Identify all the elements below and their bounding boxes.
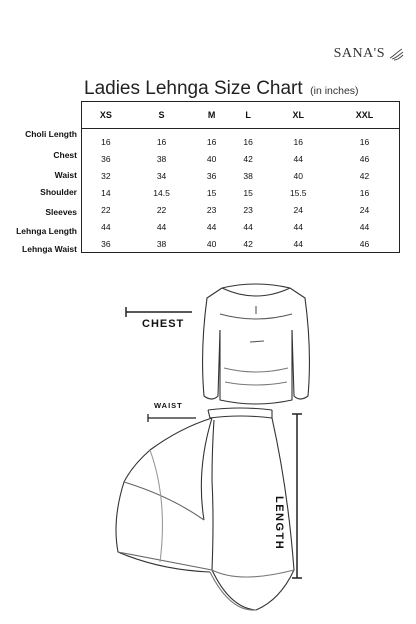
table-row [82, 201, 400, 218]
size-table [81, 101, 400, 253]
table-cell: 34 [156, 170, 167, 181]
size-header-s: S [130, 102, 194, 129]
size-header-xs: XS [82, 102, 130, 129]
size-header-xxl: XXL [330, 102, 399, 129]
row-label-shoulder: Shoulder [40, 187, 77, 197]
table-row [82, 218, 400, 235]
chest-label: CHEST [142, 318, 185, 330]
row-label-lehnga-length: Lehnga Length [16, 226, 77, 236]
table-row [82, 129, 400, 151]
table-cell: 36 [101, 238, 111, 249]
size-header-xl: XL [266, 102, 330, 129]
table-row [82, 167, 400, 184]
table-cell: 15.5 [289, 187, 307, 198]
table-cell: 40 [206, 153, 217, 164]
table-cell: 16 [243, 136, 253, 147]
table-cell: 42 [243, 153, 253, 164]
table-cell: 24 [359, 204, 370, 215]
table-cell: 16 [359, 136, 370, 147]
table-row [82, 184, 400, 201]
chart-title-unit: (in inches) [310, 85, 359, 97]
waist-label: WAIST [154, 401, 183, 410]
table-cell: 42 [359, 170, 370, 181]
table-cell: 22 [101, 204, 111, 215]
table-cell: 44 [101, 221, 111, 232]
row-label-chest: Chest [53, 150, 77, 160]
row-label-waist: Waist [54, 170, 77, 180]
length-measure [273, 414, 302, 578]
table-cell: 38 [156, 153, 167, 164]
table-cell: 44 [206, 221, 217, 232]
table-cell: 24 [293, 204, 303, 215]
table-cell: 15 [206, 187, 217, 198]
table-cell: 38 [156, 238, 167, 249]
choli-sketch [203, 284, 310, 404]
table-cell: 42 [243, 238, 253, 249]
chest-measure [126, 307, 192, 330]
table-cell: 16 [206, 136, 217, 147]
table-cell: 36 [101, 153, 111, 164]
table-cell: 22 [156, 204, 167, 215]
chart-title [84, 78, 359, 100]
table-cell: 14.5 [153, 187, 170, 198]
brand-name: SANA'S [333, 46, 385, 61]
table-cell: 40 [293, 170, 303, 181]
table-cell: 16 [156, 136, 167, 147]
table-cell: 44 [243, 221, 253, 232]
table-cell: 44 [293, 153, 303, 164]
row-label-sleeves: Sleeves [45, 207, 77, 217]
table-cell: 46 [359, 238, 370, 249]
leaf-swirl-icon [388, 46, 404, 62]
table-row [82, 150, 400, 167]
table-cell: 23 [206, 204, 217, 215]
table-cell: 44 [293, 238, 303, 249]
waist-measure [148, 401, 196, 422]
table-cell: 44 [293, 221, 303, 232]
table-cell: 16 [359, 187, 370, 198]
length-label: LENGTH [273, 496, 285, 551]
table-cell: 46 [359, 153, 370, 164]
chart-title-main: Ladies Lehnga Size Chart [84, 78, 303, 99]
size-header-l: L [230, 102, 266, 129]
table-cell: 32 [101, 170, 111, 181]
size-header-m: M [193, 102, 229, 129]
row-label-lehnga-waist: Lehnga Waist [22, 244, 77, 254]
table-cell: 38 [243, 170, 253, 181]
table-cell: 15 [243, 187, 253, 198]
table-cell: 44 [156, 221, 167, 232]
table-cell: 14 [101, 187, 111, 198]
row-label-choli-length: Choli Length [25, 129, 77, 139]
table-cell: 23 [243, 204, 253, 215]
size-header-row [82, 102, 400, 129]
table-cell: 16 [293, 136, 303, 147]
garment-illustration [0, 270, 416, 624]
table-cell: 16 [101, 136, 111, 147]
brand-logo [334, 46, 404, 62]
lehnga-sketch [116, 408, 294, 610]
table-row [82, 235, 400, 253]
table-cell: 40 [206, 238, 217, 249]
table-cell: 36 [206, 170, 217, 181]
table-cell: 44 [359, 221, 370, 232]
